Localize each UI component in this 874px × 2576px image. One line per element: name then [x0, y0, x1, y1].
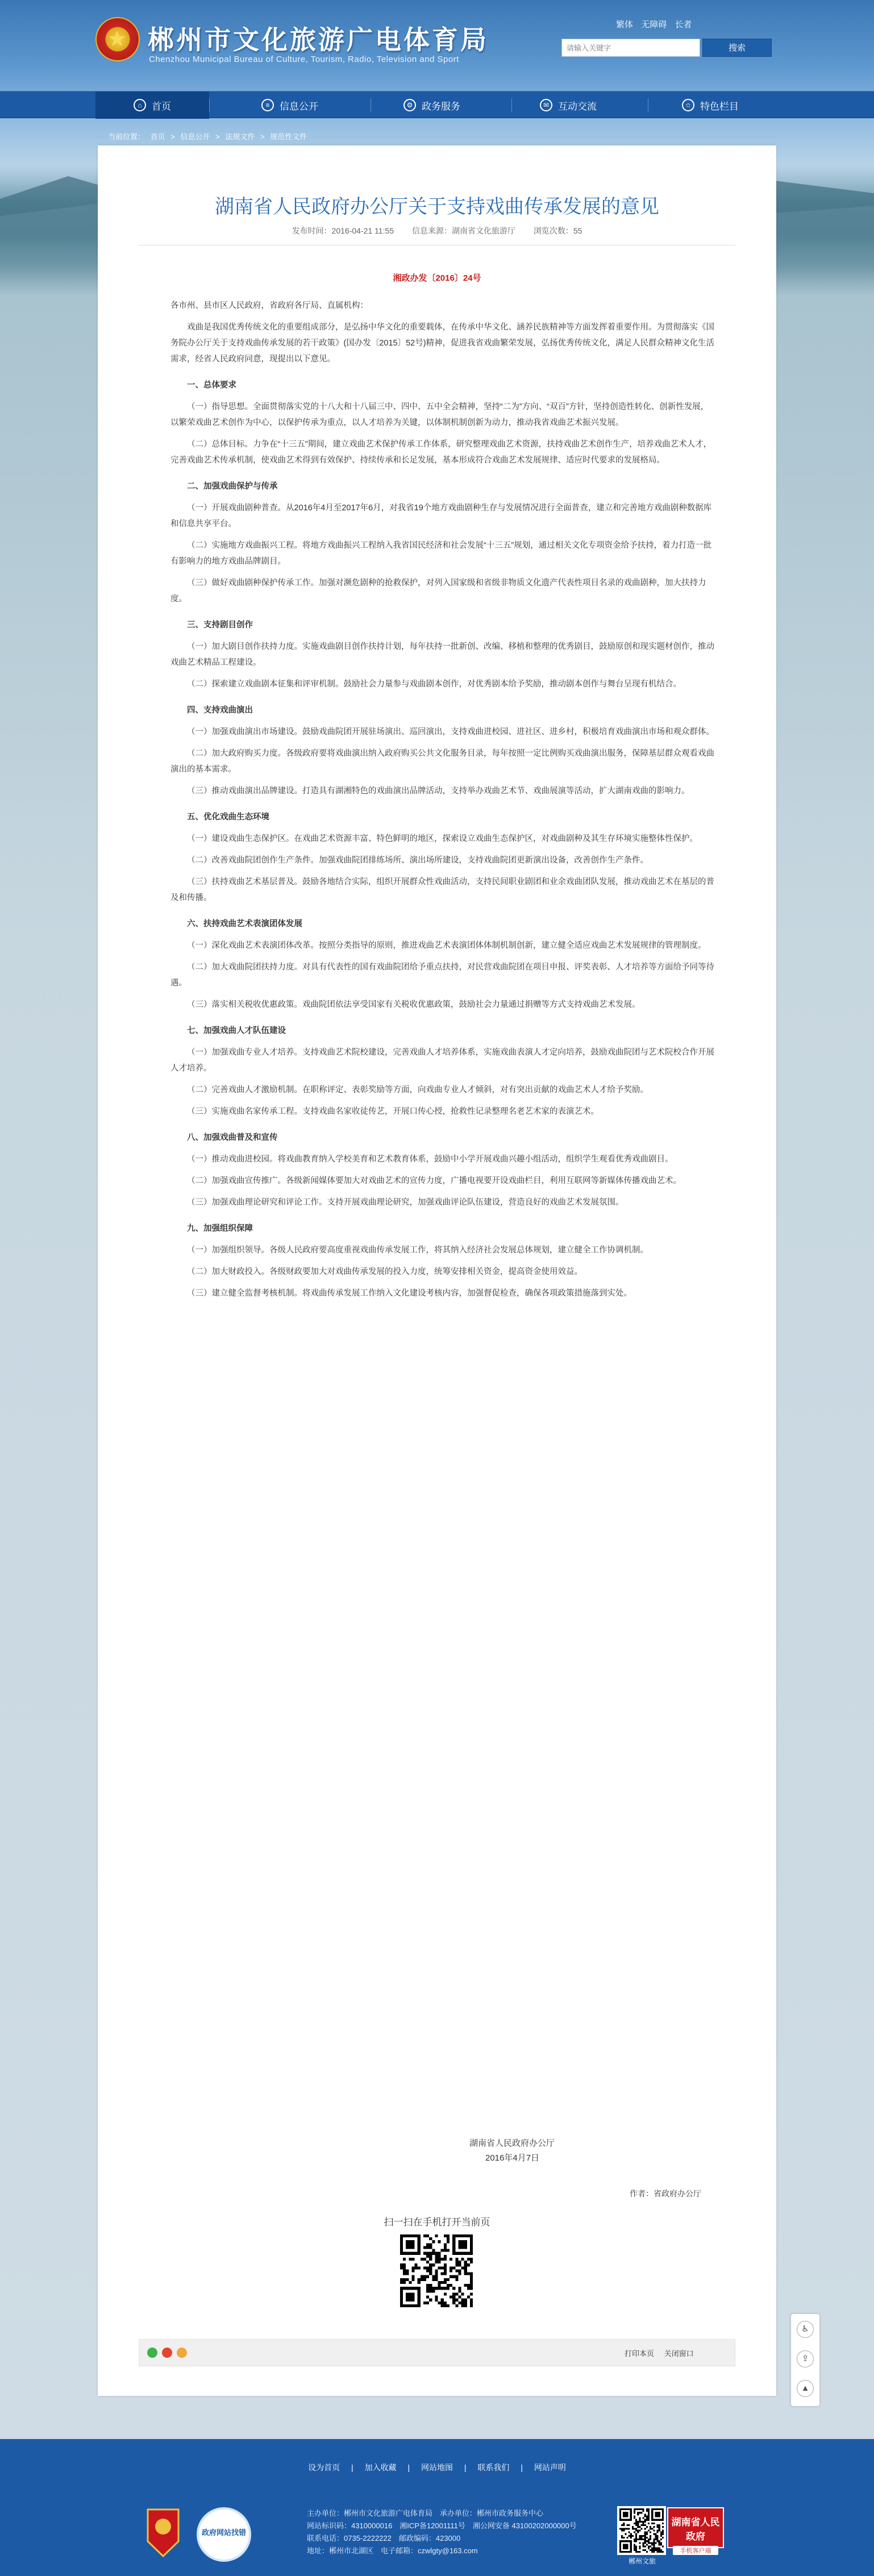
- share-bar: [139, 2339, 735, 2366]
- breadcrumb-info[interactable]: 信息公开: [180, 132, 210, 141]
- breadcrumb-sep: >: [215, 132, 220, 141]
- footer-link-favorite[interactable]: 加入收藏: [364, 2463, 397, 2472]
- lang-accessibility[interactable]: 无障碍: [641, 20, 667, 30]
- section-heading: 七、加强戏曲人才队伍建设: [187, 1026, 286, 1035]
- article-paragraph: （二）加强戏曲宣传推广。各级新闻媒体要加大对戏曲艺术的宣传力度，广播电视要开设戏曲栏目，利用互联网等新媒体传播戏曲艺术。: [187, 1176, 681, 1185]
- view-count: 浏览次数：55: [533, 226, 582, 235]
- footer-info: [307, 2507, 614, 2557]
- site-title: 郴州市文化旅游广电体育局: [148, 24, 489, 55]
- article-paragraph: （一）加强组织领导。各级人民政府要高度重视戏曲传承发展工作，将其纳入经济社会发展总体规划，建立健全工作协调机制。: [187, 1246, 648, 1255]
- search-input[interactable]: [567, 41, 692, 54]
- article-paragraph: （二）改善戏曲院团创作生产条件。加强戏曲院团排练场所、演出场所建设，支持戏曲院团更新演出设备，改善创作生产条件。: [187, 856, 648, 865]
- article-paragraph: （二）加大政府购买力度。各级政府要将戏曲演出纳入政府购买公共文化服务目录，每年按照一定比例购买戏曲演出服务，保障基层群众观看戏曲演出的基本需求。: [170, 749, 714, 774]
- footer-link-statement[interactable]: 网站声明: [534, 2463, 566, 2472]
- article-paragraph: （三）扶持戏曲艺术基层普及。鼓励各地结合实际，组织开展群众性戏曲活动，支持民间职业剧团和业余戏曲团队发展，推动戏曲艺术在基层的普及和传播。: [170, 877, 714, 902]
- article-paragraph: （三）推动戏曲演出品牌建设。打造具有湖湘特色的戏曲演出品牌活动，支持举办戏曲艺术节、戏曲展演等活动，扩大湖南戏曲的影响力。: [187, 786, 690, 796]
- footer-links: [0, 2462, 874, 2473]
- article-paragraph: （二）加大戏曲院团扶持力度。对具有代表性的国有戏曲院团给予重点扶持，对民营戏曲院团在项目申报、评奖表彰、人才培养等方面给予同等待遇。: [170, 963, 714, 988]
- article-paragraph: （二）实施地方戏曲振兴工程。将地方戏曲振兴工程纳入我省国民经济和社会发展“十三五”规划，通过相关文化专项资金给予扶持，着力打造一批有影响力的地方戏曲品牌剧目。: [170, 541, 712, 566]
- section-heading: 五、优化戏曲生态环境: [187, 813, 269, 822]
- lang-traditional[interactable]: 繁体: [616, 20, 634, 30]
- article-paragraph: （三）做好戏曲剧种保护传承工作。加强对濒危剧种的抢救保护，对列入国家级和省级非物质文化遗产代表性项目名录的戏曲剧种，加大扶持力度。: [170, 579, 706, 604]
- footer-info-line: 地址：郴州市北湖区 电子邮箱：czwlgty@163.com: [307, 2546, 478, 2555]
- article-card: [98, 145, 776, 2396]
- article-paragraph: （一）指导思想。全面贯彻落实党的十八大和十八届三中、四中、五中全会精神，坚持“二为”方向、“双百”方针，坚持创造性转化、创新性发展，以繁荣戏曲艺术创作为中心，以保护传承为重点，以人才培养为关键，以体制机制创新为动力，推动我省戏曲艺术振兴发展。: [170, 402, 709, 427]
- footer-link-sitemap[interactable]: 网站地图: [421, 2463, 453, 2472]
- footer-link-contact[interactable]: 联系我们: [477, 2463, 510, 2472]
- back-to-top-icon[interactable]: ▲: [797, 2380, 814, 2397]
- article-paragraph: 戏曲是我国优秀传统文化的重要组成部分，是弘扬中华文化的重要载体，在传承中华文化、涵养民族精神等方面发挥着重要作用。为贯彻落实《国务院办公厅关于支持戏曲传承发展的若干政策》(国办发〔2015〕52号)精神，促进我省戏曲繁荣发展，弘扬优秀传统文化，满足人民群众精神文化生活需求，经省人民政府同意，现提出以下意见。: [170, 323, 715, 364]
- page-actions: [617, 2348, 694, 2358]
- document-number: 湘政办发〔2016〕24号: [393, 273, 481, 283]
- footer-qr-label: 郴州文旅: [628, 2557, 656, 2565]
- share-icon[interactable]: ⇪: [797, 2350, 814, 2367]
- close-window-link[interactable]: 关闭窗口: [664, 2349, 694, 2358]
- article-paragraph: （三）加强戏曲理论研究和评论工作。支持开展戏曲理论研究，加强戏曲评论队伍建设，营造良好的戏曲艺术发展氛围。: [187, 1198, 624, 1207]
- language-links: [616, 18, 697, 30]
- nav-item-info-disclosure[interactable]: [233, 91, 347, 119]
- document-icon: ≡: [261, 99, 274, 111]
- nav-item-features[interactable]: [654, 91, 767, 119]
- app-badge-sub: 手机客户端: [673, 2546, 718, 2555]
- party-government-badge-icon[interactable]: [144, 2507, 182, 2558]
- provincial-app-badge[interactable]: [667, 2507, 724, 2554]
- star-icon: ☆: [682, 99, 694, 111]
- qr-code: [400, 2234, 473, 2307]
- article-paragraph: （一）加强戏曲演出市场建设。鼓励戏曲院团开展驻场演出、巡回演出，支持戏曲进校园、进社区、进乡村，积极培育戏曲演出市场和观众群体。: [187, 727, 714, 736]
- section-heading: 八、加强戏曲普及和宣传: [187, 1133, 278, 1142]
- footer-qr-container: [617, 2506, 666, 2555]
- article-paragraph: 各市州、县市区人民政府，省政府各厅局、直属机构：: [170, 301, 368, 310]
- breadcrumb-sep: >: [170, 132, 175, 141]
- site-subtitle: Chenzhou Municipal Bureau of Culture, Tourism, Radio, Television and Sport: [149, 55, 459, 64]
- site-footer: [0, 2439, 874, 2576]
- footer-qr-code: [619, 2508, 664, 2553]
- footer-sep: |: [521, 2463, 523, 2472]
- article-paragraph: （二）探索建立戏曲剧本征集和评审机制。鼓励社会力量参与戏曲剧本创作，对优秀剧本给予奖励，推动剧本创作与舞台呈现有机结合。: [187, 680, 681, 689]
- article-paragraph: （一）开展戏曲剧种普查。从2016年4月至2017年6月，对我省19个地方戏曲剧种生存与发展情况进行全面普查，建立和完善地方戏曲剧种数据库和信息共享平台。: [170, 503, 712, 528]
- article-paragraph: （二）完善戏曲人才激励机制。在职称评定、表彰奖励等方面，向戏曲专业人才倾斜，对有突出贡献的戏曲艺术人才给予奖励。: [187, 1085, 648, 1095]
- lang-elder[interactable]: 长者: [675, 20, 692, 30]
- info-source: 信息来源：湖南省文化旅游厅: [411, 226, 515, 235]
- footer-info-line: 联系电话：0735-2222222 邮政编码：423000: [307, 2534, 461, 2542]
- article-paragraph: （一）推动戏曲进校园。将戏曲教育纳入学校美育和艺术教育体系，鼓励中小学开展戏曲兴趣小组活动，组织学生观看优秀戏曲剧目。: [187, 1155, 673, 1164]
- nav-item-interaction[interactable]: [511, 91, 625, 119]
- footer-info-line: 网站标识码：4310000016 湘ICP备12001111号 湘公网安备 43100202000000号: [307, 2521, 577, 2530]
- breadcrumb-current[interactable]: 规范性文件: [270, 132, 307, 141]
- qzone-share-icon[interactable]: [177, 2348, 187, 2358]
- section-heading: 三、支持剧目创作: [187, 621, 253, 630]
- article-paragraph: （一）深化戏曲艺术表演团体改革。按照分类指导的原则，推进戏曲艺术表演团体体制机制创新，建立健全适应戏曲艺术发展规律的管理制度。: [187, 941, 706, 950]
- article-meta: [98, 225, 776, 236]
- signing-date: 2016年4月7日: [485, 2153, 540, 2163]
- article-paragraph: （一）加大剧目创作扶持力度。实施戏曲剧目创作扶持计划，每年扶持一批新创、改编、移植和整理的优秀剧目，鼓励原创和现实题材创作，推动戏曲艺术精品工程建设。: [170, 642, 714, 667]
- weibo-share-icon[interactable]: [162, 2348, 172, 2358]
- main-nav: [0, 91, 874, 118]
- breadcrumb-regulations[interactable]: 法规文件: [225, 132, 255, 141]
- section-heading: 四、支持戏曲演出: [187, 706, 253, 715]
- nav-item-label: 特色栏目: [700, 101, 739, 112]
- article-paragraph: （二）总体目标。力争在“十三五”期间，建立戏曲艺术保护传承工作体系，研究整理戏曲艺术资源，扶持戏曲艺术创作生产，培养戏曲艺术人才，完善戏曲艺术传承机制，使戏曲艺术得到有效保护、持续传承和长足发展，基本形成符合戏曲艺术发展规律、适应时代要求的发展格局。: [170, 440, 712, 465]
- article-body: [170, 298, 716, 1307]
- qr-label: 扫一扫在手机打开当前页: [384, 2217, 490, 2228]
- section-heading: 一、总体要求: [187, 381, 236, 390]
- article-paragraph: （三）落实相关税收优惠政策。戏曲院团依法享受国家有关税收优惠政策，鼓励社会力量通过捐赠等方式支持戏曲艺术发展。: [187, 1000, 640, 1009]
- section-heading: 九、加强组织保障: [187, 1224, 253, 1233]
- article-paragraph: （一）加强戏曲专业人才培养。支持戏曲艺术院校建设，完善戏曲人才培养体系，实施戏曲表演人才定向培养，鼓励戏曲院团与艺术院校合作开展人才培养。: [170, 1048, 714, 1073]
- chat-icon: ✉: [540, 99, 552, 111]
- floating-toolbar: [791, 2314, 819, 2406]
- nav-item-label: 首页: [152, 101, 171, 112]
- search-box: [561, 39, 700, 57]
- nav-item-home[interactable]: [95, 91, 209, 119]
- app-badge-title: 湖南省人民政府: [671, 2517, 720, 2542]
- footer-sep: |: [351, 2463, 353, 2472]
- footer-sep: |: [464, 2463, 467, 2472]
- breadcrumb: [108, 131, 310, 142]
- site-header: [0, 0, 874, 94]
- accessibility-icon[interactable]: ♿: [797, 2321, 814, 2338]
- wechat-share-icon[interactable]: [147, 2348, 157, 2358]
- article-paragraph: （一）建设戏曲生态保护区。在戏曲艺术资源丰富、特色鲜明的地区，探索设立戏曲生态保护区，对戏曲剧种及其生存环境实施整体性保护。: [187, 834, 698, 843]
- footer-link-home[interactable]: 设为首页: [308, 2463, 340, 2472]
- section-heading: 六、扶持戏曲艺术表演团体发展: [187, 919, 302, 929]
- nav-item-label: 互动交流: [558, 101, 597, 112]
- breadcrumb-home[interactable]: 首页: [150, 132, 165, 141]
- article-paragraph: （二）加大财政投入。各级财政要加大对戏曲传承发展的投入力度，统筹安排相关资金，提高资金使用效益。: [187, 1267, 582, 1276]
- nav-item-label: 政务服务: [422, 101, 460, 112]
- print-page-link[interactable]: 打印本页: [625, 2349, 655, 2358]
- breadcrumb-sep: >: [260, 132, 265, 141]
- publish-time: 发布时间：2016-04-21 11:55: [292, 226, 394, 235]
- national-emblem-icon: ★: [95, 17, 140, 61]
- nav-item-services[interactable]: [375, 91, 489, 119]
- signing-organization: 湖南省人民政府办公厅: [469, 2138, 555, 2148]
- article-paragraph: （三）实施戏曲名家传承工程。支持戏曲名家收徒传艺，开展口传心授，抢救性记录整理名老艺术家的表演艺术。: [187, 1107, 599, 1116]
- service-icon: ⚙: [403, 99, 416, 111]
- report-error-badge[interactable]: 政府网站找错: [197, 2507, 251, 2562]
- section-heading: 二、加强戏曲保护与传承: [187, 482, 278, 491]
- article-title: 湖南省人民政府办公厅关于支持戏曲传承发展的意见: [215, 195, 659, 218]
- nav-divider: [209, 98, 210, 112]
- nav-item-label: 信息公开: [280, 101, 318, 112]
- article-author: 作者：省政府办公厅: [630, 2189, 701, 2198]
- footer-info-line: 主办单位：郴州市文化旅游广电体育局 承办单位：郴州市政务服务中心: [307, 2509, 544, 2517]
- breadcrumb-prefix: 当前位置：: [108, 132, 145, 141]
- footer-sep: |: [407, 2463, 410, 2472]
- article-paragraph: （三）建立健全监督考核机制。将戏曲传承发展工作纳入文化建设考核内容，加强督促检查，确保各项政策措施落到实处。: [187, 1289, 632, 1298]
- home-icon: ⌂: [134, 99, 146, 111]
- search-button[interactable]: 搜索: [702, 39, 772, 57]
